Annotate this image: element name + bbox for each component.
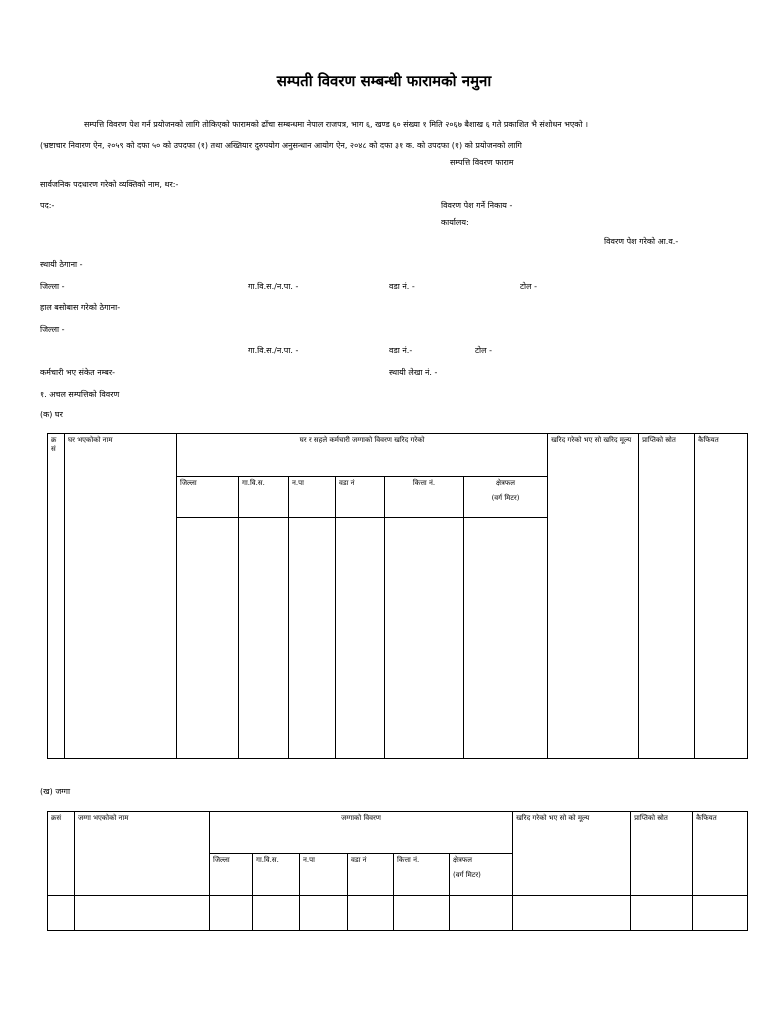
house-cell[interactable] xyxy=(289,518,336,759)
land-owner-header: जग्गा भएकोको नाम xyxy=(75,812,210,896)
land-price-header: खरिद गरेको भए सो को मूल्य xyxy=(513,812,631,896)
land-details-header: जग्गाको विवरण xyxy=(210,812,513,854)
tole2-field: टोल - xyxy=(475,346,492,355)
house-cell[interactable] xyxy=(464,518,548,759)
land-heading: (ख) जग्गा xyxy=(40,787,71,796)
section-1-heading: १. अचल सम्पत्तिको विवरण xyxy=(40,390,120,399)
land-plot-header: कित्ता नं. xyxy=(394,854,450,896)
house-sn-header: क्र सं xyxy=(48,434,65,759)
house-cell[interactable] xyxy=(385,518,464,759)
land-area-header xyxy=(450,854,513,896)
page-title: सम्पती विवरण सम्बन्धी फारामको नमुना xyxy=(276,72,492,90)
office-field: कार्यालय: xyxy=(441,218,469,227)
land-cell[interactable] xyxy=(631,896,693,931)
house-area-label: क्षेत्रफल xyxy=(496,479,516,487)
fiscal-year-field: विवरण पेश गरेको आ.व.- xyxy=(604,237,679,246)
land-source-header: प्राप्तिको स्रोत xyxy=(631,812,693,896)
land-cell[interactable] xyxy=(693,896,748,931)
house-area-unit: (वर्ग मिटर) xyxy=(491,494,520,502)
house-heading: (क) घर xyxy=(40,410,63,419)
land-ward-header: वडा नं xyxy=(348,854,394,896)
house-owner-header: घर भएकोको नाम xyxy=(65,434,177,759)
land-area-label: क्षेत्रफल xyxy=(453,856,473,864)
land-remarks-header: कैफियत xyxy=(693,812,748,896)
intro-line-1: सम्पत्ति विवरण पेश गर्न प्रयोजनको लागि तोकिएको फारामको ढाँचा सम्बन्धमा नेपाल राजपत्र, भाग ६, खण्ड ६० संख्या १ मिति २०६७ बैशाख ६ गते प्रकाशित भै संशोधन भएको । xyxy=(84,120,589,129)
land-cell[interactable] xyxy=(394,896,450,931)
house-table xyxy=(47,433,748,759)
house-cell[interactable] xyxy=(177,518,239,759)
house-source-header: प्राप्तिको स्रोत xyxy=(639,434,695,759)
land-cell[interactable] xyxy=(300,896,348,931)
house-cell[interactable] xyxy=(336,518,385,759)
land-cell[interactable] xyxy=(450,896,513,931)
vdc2-field: गा.वि.स./न.पा. - xyxy=(248,346,299,355)
land-cell[interactable] xyxy=(253,896,300,931)
vdc-field: गा.वि.स./न.पा. - xyxy=(248,282,299,291)
land-district-header: जिल्ला xyxy=(210,854,253,896)
land-table xyxy=(47,811,748,931)
land-sn-header: क्रसं xyxy=(48,812,75,896)
office-body-field: विवरण पेश गर्ने निकाय - xyxy=(441,201,513,210)
district2-field: जिल्ला - xyxy=(40,325,65,334)
form-heading: सम्पत्ति विवरण फाराम xyxy=(450,158,514,167)
district-field: जिल्ला - xyxy=(40,282,65,291)
house-price-header: खरिद गरेको भए सो खरिद मूल्य xyxy=(548,434,639,759)
land-municipality-header: न.पा xyxy=(300,854,348,896)
house-plot-header: कित्ता नं. xyxy=(385,477,464,518)
land-area-unit: (वर्ग मिटर) xyxy=(453,871,481,879)
land-vdc-header: गा.वि.स. xyxy=(253,854,300,896)
current-address-label: हाल बसोबास गरेको ठेगाना- xyxy=(40,303,121,312)
house-ward-header: वडा नं xyxy=(336,477,385,518)
house-remarks-header: कैफियत xyxy=(695,434,748,759)
permanent-address-label: स्थायी ठेगाना - xyxy=(40,260,83,269)
intro-line-2: (भ्रष्टाचार निवारण ऐन, २०५९ को दफा ५० को उपदफा (१) तथा अख्तियार दुरुपयोग अनुसन्धान आयोग ऐन, २०४८ को दफा ३१ क. को उपदफा (१) को प्रयोजनको लागि xyxy=(40,141,522,150)
land-cell[interactable] xyxy=(513,896,631,931)
land-cell[interactable] xyxy=(348,896,394,931)
land-cell[interactable] xyxy=(210,896,253,931)
house-area-header xyxy=(464,477,548,518)
ward-field: वडा नं. - xyxy=(389,282,415,291)
employee-no-field: कर्मचारी भए संकेत नम्बर- xyxy=(40,368,115,377)
pan-no-field: स्थायी लेखा नं. - xyxy=(389,368,438,377)
ward2-field: वडा नं.- xyxy=(389,346,413,355)
house-details-header: घर र सहले कर्मचारी जग्गाको विवरण खरिद गरेको xyxy=(177,434,548,477)
land-cell[interactable] xyxy=(48,896,75,931)
house-municipality-header: न.पा xyxy=(289,477,336,518)
house-district-header: जिल्ला xyxy=(177,477,239,518)
house-cell[interactable] xyxy=(239,518,289,759)
tole-field: टोल - xyxy=(520,282,537,291)
land-cell[interactable] xyxy=(75,896,210,931)
post-field: पद:- xyxy=(40,201,55,210)
house-vdc-header: गा.वि.स. xyxy=(239,477,289,518)
person-name-field: सार्वजनिक पदधारण गरेको व्यक्तिको नाम, थर:- xyxy=(40,180,179,189)
